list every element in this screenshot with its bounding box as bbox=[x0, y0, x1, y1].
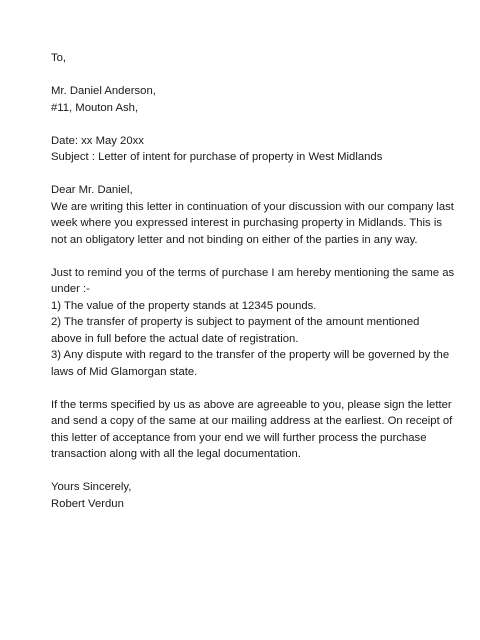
paragraph-line: under :- bbox=[51, 283, 90, 295]
paragraph-line: this letter of acceptance from your end we will further process the purchase bbox=[51, 431, 427, 444]
spacer bbox=[51, 166, 436, 183]
closing: Yours Sincerely, bbox=[51, 481, 132, 493]
salutation-to: To, bbox=[51, 52, 67, 64]
term-item: above in full before the actual date of registration. bbox=[51, 332, 299, 345]
term-item: laws of Mid Glamorgan state. bbox=[51, 365, 198, 378]
terms-list bbox=[51, 298, 450, 381]
letter-body bbox=[51, 50, 455, 512]
paragraph-line: If the terms specified by us as above are agreeable to you, please sign the letter bbox=[51, 398, 452, 411]
paragraph-line: Just to remind you of the terms of purchase I am hereby mentioning the same as bbox=[51, 266, 455, 279]
greeting: Dear Mr. Daniel, bbox=[51, 184, 133, 196]
signatory-name: Robert Verdun bbox=[51, 497, 124, 510]
paragraph-terms-intro bbox=[51, 265, 455, 298]
paragraph-line: transaction along with all the legal documentation. bbox=[51, 448, 301, 460]
paragraph-line: not an obligatory letter and not binding on either of the parties in any way. bbox=[51, 233, 418, 246]
paragraph-intro bbox=[51, 199, 454, 249]
letter-date: Date: xx May 20xx bbox=[51, 134, 144, 147]
spacer bbox=[51, 116, 436, 133]
paragraph-line: and send a copy of the same at our mailing address at the earliest. On receipt of bbox=[51, 415, 453, 427]
spacer bbox=[51, 248, 436, 265]
term-item: 3) Any dispute with regard to the transfer of the property will be governed by the bbox=[51, 349, 450, 361]
term-item: 1) The value of the property stands at 12345 pounds. bbox=[51, 299, 317, 312]
spacer bbox=[51, 67, 436, 84]
recipient-name: Mr. Daniel Anderson, bbox=[51, 85, 156, 97]
term-item: 2) The transfer of property is subject to payment of the amount mentioned bbox=[51, 316, 420, 328]
paragraph-line: week where you expressed interest in purchasing property in Midlands. This is bbox=[51, 217, 442, 229]
spacer bbox=[51, 380, 436, 397]
recipient-address: #11, Mouton Ash, bbox=[51, 101, 139, 114]
recipient-block bbox=[51, 83, 436, 116]
paragraph-acceptance bbox=[51, 397, 453, 463]
paragraph-line: We are writing this letter in continuation of your discussion with our company last bbox=[51, 200, 454, 213]
spacer bbox=[51, 463, 436, 480]
letter-subject: Subject : Letter of intent for purchase of property in West Midlands bbox=[51, 151, 383, 163]
